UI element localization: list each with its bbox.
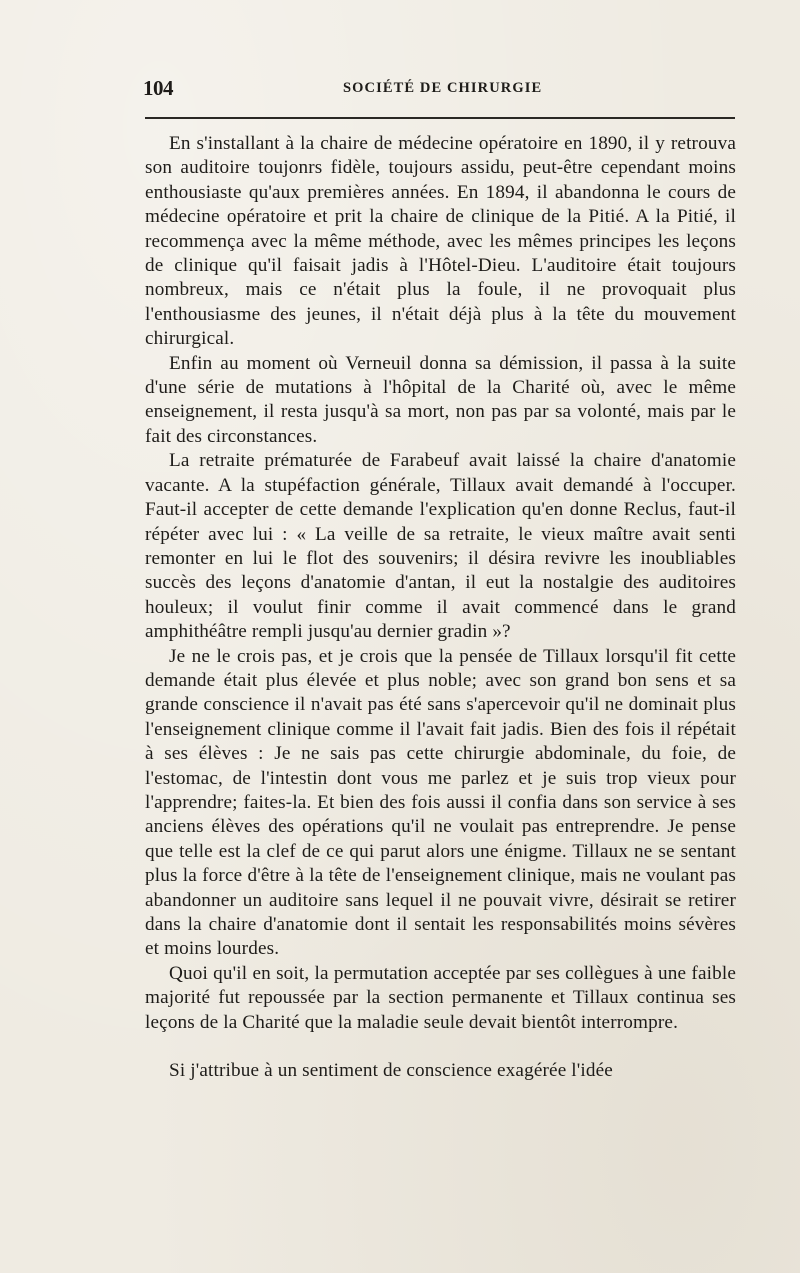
page-number: 104 — [143, 76, 173, 100]
body-text — [145, 132, 736, 1083]
paragraph: En s'installant à la chaire de médecine opératoire en 1890, il y retrouva son auditoire toujonrs fidèle, toujours assidu, peut-être cependant moins enthousiaste qu'aux premières années. En 1894, il abandonna le cours de médecine opératoire et prit la chaire de clinique de la Pitié. A la Pitié, il recommença avec la même méthode, avec les mêmes principes les leçons de clinique qu'il faisait jadis à l'Hôtel-Dieu. L'auditoire était toujours nombreux, mais ce n'était plus la foule, il ne provoquait plus l'enthousiasme des jeunes, il n'était déjà plus à la tête du mouvement chirurgical. — [145, 133, 736, 350]
header-rule — [145, 117, 735, 119]
paragraph: Je ne le crois pas, et je crois que la pensée de Tillaux lorsqu'il fit cette demande était plus élevée et plus noble; avec son grand bon sens et sa grande conscience il n'avait pas été sans s'apercevoir qu'il ne dominait plus l'enseignement clinique comme il l'avait fait jadis. Bien des fois il répétait à ses élèves : Je ne sais pas cette chirurgie abdominale, du foie, de l'estomac, de l'intestin dont vous me parlez et je suis trop vieux pour l'apprendre; faites-la. Et bien des fois aussi il confia dans son service à ses anciens élèves des opérations qu'il ne voulait pas entreprendre. Je pense que telle est la clef de ce qui parut alors une énigme. Tillaux ne se sentant plus la force d'être à la tête de l'enseignement clinique, mais ne voulant pas abandonner un auditoire sans lequel il ne pouvait vivre, désirait se retirer dans la chaire d'anatomie dont il sentait les responsabilités moins sévères et moins lourdes. — [145, 645, 736, 960]
paragraph: Quoi qu'il en soit, la permutation acceptée par ses collègues à une faible majorité fut repoussée par la section permanente et Tillaux continua ses leçons de la Charité que la maladie seule devait bientôt interrompre. — [145, 962, 736, 1033]
paragraph: Si j'attribue à un sentiment de conscience exagérée l'idée — [169, 1060, 613, 1082]
paragraph: La retraite prématurée de Farabeuf avait laissé la chaire d'anatomie vacante. A la stupéfaction générale, Tillaux avait demandé à l'occuper. Faut-il accepter de cette demande l'explication qu'en donne Reclus, faut-il répéter avec lui : « La veille de sa retraite, le vieux maître avait senti remonter en lui le flot des souvenirs; il désira revivre les inoubliables succès des leçons d'anatomie d'antan, il eut la nostalgie des auditoires houleux; il voulut finir comme il avait commencé dans le grand amphithéâtre rempli jusqu'au dernier gradin »? — [145, 450, 736, 643]
running-head: SOCIÉTÉ DE CHIRURGIE — [343, 80, 543, 96]
page-header — [143, 72, 737, 102]
paragraph: Enfin au moment où Verneuil donna sa démission, il passa à la suite d'une série de mutations à l'hôpital de la Charité où, avec le même enseignement, il resta jusqu'à sa mort, non pas par sa volonté, mais par le fait des circonstances. — [145, 352, 736, 447]
